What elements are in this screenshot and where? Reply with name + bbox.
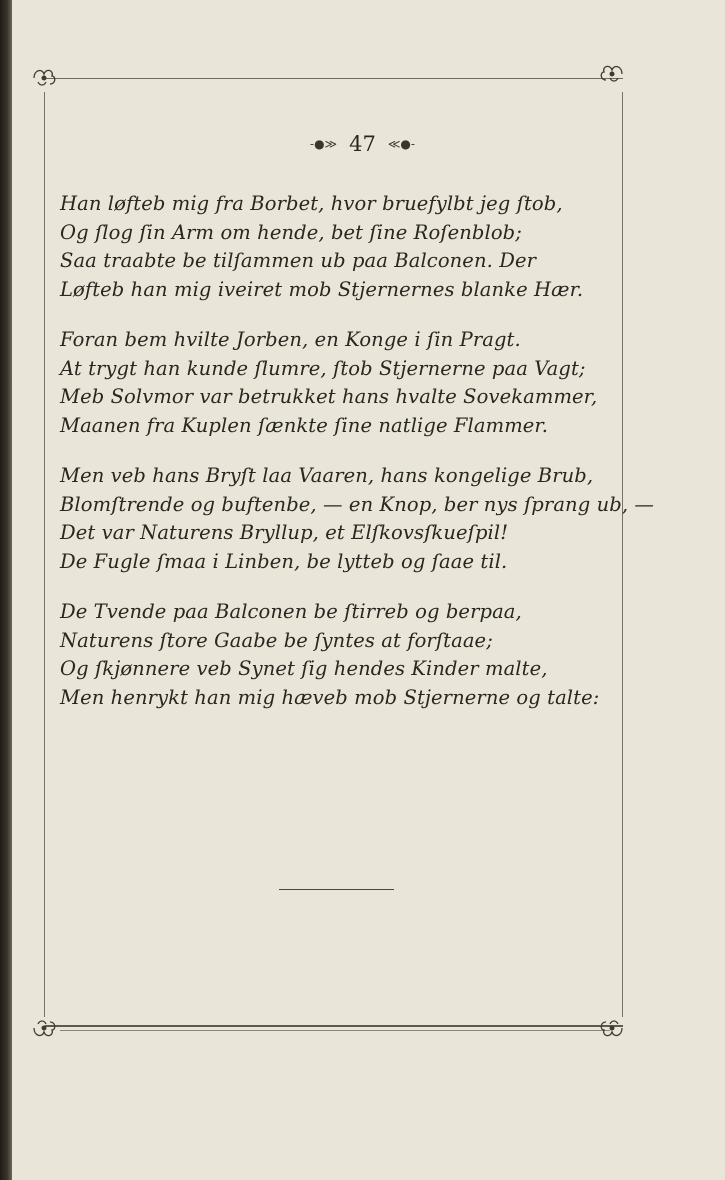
verse-line: Maanen fra Kuplen ſænkte ſine natlige Flammer. xyxy=(60,413,549,437)
verse-line: Meb Solvmor var betrukket hans hvalte Sovekammer, xyxy=(60,385,598,408)
header-ornament-left: -●≫ xyxy=(310,137,338,151)
verse-line: Men henrykt han mig hæveb mob Stjernerne og talte: xyxy=(60,685,600,709)
page-number: 47 xyxy=(349,132,376,156)
corner-ornament-icon xyxy=(30,64,60,94)
verse-line: Løfteb han mig iveiret mob Stjernernes blanke Hær. xyxy=(60,277,584,301)
corner-ornament-icon xyxy=(30,1012,60,1042)
verse-line: Naturens ſtore Gaabe be ſyntes at forſtaae; xyxy=(60,628,493,652)
frame-top-border xyxy=(45,78,623,79)
verse-line: Foran bem hvilte Jorben, en Konge i ſin Pragt. xyxy=(60,328,521,351)
verse-line: Det var Naturens Bryllup, et Elſkovsſkueſpil! xyxy=(60,521,509,544)
stanza xyxy=(60,598,620,712)
book-spine-shadow xyxy=(0,0,12,1180)
verse-line: Blomſtrende og buftenbe, — en Knop, ber nys ſprang ub, — xyxy=(60,492,655,516)
verse-line: Men veb hans Bryſt laa Vaaren, hans kongelige Brub, xyxy=(60,464,594,487)
verse-line: De Tvende paa Balconen be ſtirreb og berpaa, xyxy=(60,600,522,623)
frame-left-border xyxy=(44,92,45,1017)
frame-bottom-inner-border xyxy=(60,1030,610,1031)
header-ornament-right: ≪●- xyxy=(387,137,415,151)
section-divider-rule xyxy=(279,889,394,890)
stanza xyxy=(60,326,620,440)
poem-body xyxy=(60,190,655,734)
frame-right-border xyxy=(622,92,623,1017)
verse-line: At trygt han kunde ſlumre, ſtob Stjernerne paa Vagt; xyxy=(60,356,586,380)
frame-bottom-border xyxy=(45,1025,623,1027)
corner-ornament-icon xyxy=(596,60,626,90)
verse-line: Saa traabte be tilſammen ub paa Balconen. Der xyxy=(60,249,537,272)
stanza xyxy=(60,462,655,576)
corner-ornament-icon xyxy=(596,1012,626,1042)
verse-line: Og ſlog ſin Arm om hende, bet ſine Roſenblob; xyxy=(60,220,522,244)
verse-line: Han løfteb mig fra Borbet, hvor bruefylbt jeg ſtob, xyxy=(60,192,563,215)
page-header xyxy=(0,132,725,156)
verse-line: Og ſkjønnere veb Synet ſig hendes Kinder malte, xyxy=(60,657,548,680)
stanza xyxy=(60,190,620,304)
verse-line: De Fugle ſmaa i Linben, be lytteb og ſaae til. xyxy=(60,549,508,573)
